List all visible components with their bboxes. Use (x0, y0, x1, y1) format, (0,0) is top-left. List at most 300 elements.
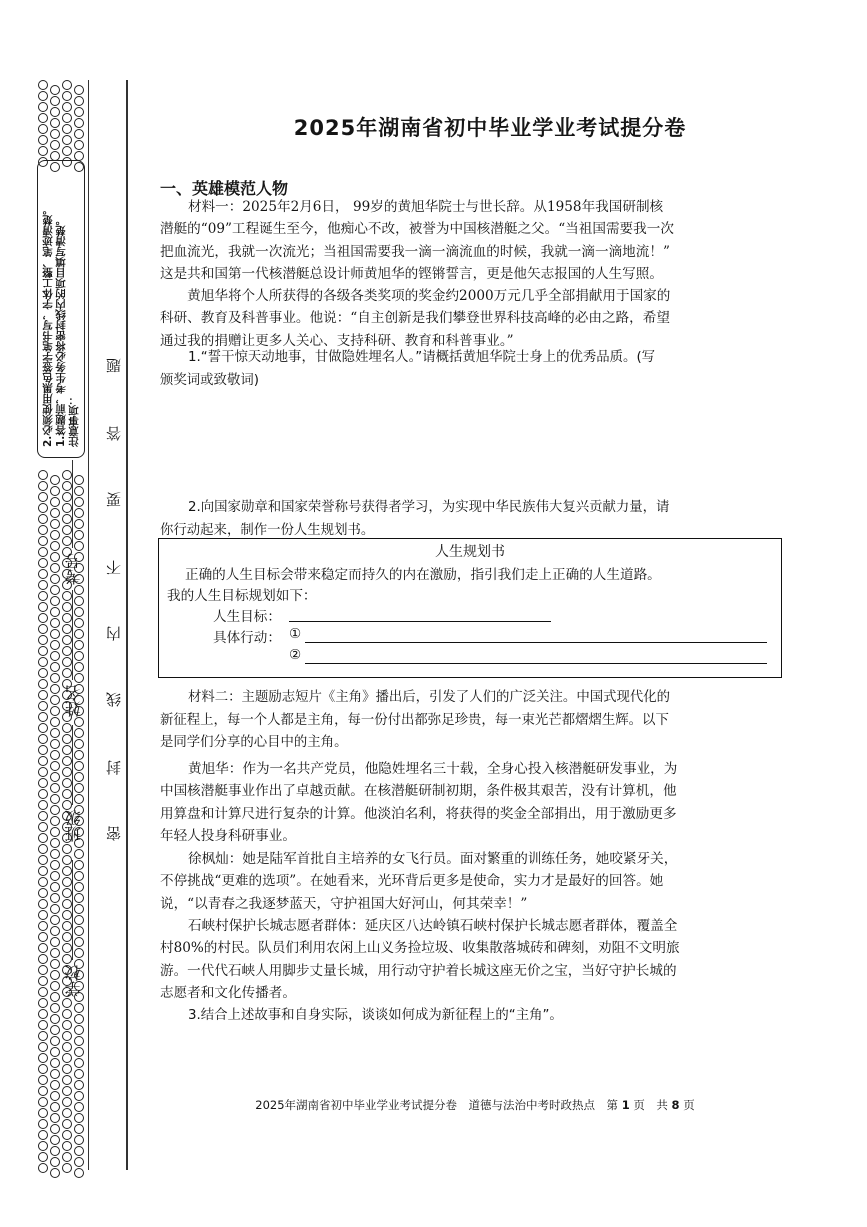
binding-ring (38, 910, 48, 920)
binding-ring (74, 882, 84, 892)
binding-ring (50, 1113, 60, 1123)
binding-ring (38, 800, 48, 810)
story-xu-line-2: 不停挑战“更难的选项”。在她看来，光环背后更多是使命，实力才是最好的回答。她 (160, 873, 664, 890)
binding-ring (50, 761, 60, 771)
binding-ring (74, 497, 84, 507)
binding-ring (50, 140, 60, 150)
binding-ring (50, 519, 60, 529)
binding-ring (38, 943, 48, 953)
binding-ring (50, 497, 60, 507)
binding-ring (62, 910, 72, 920)
binding-ring (38, 1141, 48, 1151)
binding-ring (38, 723, 48, 733)
binding-ring (74, 915, 84, 925)
binding-ring (38, 877, 48, 887)
binding-ring (38, 822, 48, 832)
binding-ring (74, 585, 84, 595)
binding-ring (38, 1097, 48, 1107)
binding-ring (74, 1113, 84, 1123)
binding-ring (74, 651, 84, 661)
binding-ring (74, 1025, 84, 1035)
binding-ring (62, 591, 72, 601)
binding-ring (50, 585, 60, 595)
binding-ring (50, 717, 60, 727)
binding-ring (50, 695, 60, 705)
footer-mid: 页 共 (633, 1098, 668, 1112)
binding-ring (74, 519, 84, 529)
binding-ring (74, 728, 84, 738)
binding-ring (74, 1014, 84, 1024)
binding-ring (38, 102, 48, 112)
binding-ring (62, 998, 72, 1008)
binding-ring (50, 926, 60, 936)
binding-ring (74, 783, 84, 793)
binding-ring (74, 849, 84, 859)
seal-char-mi: 密 (105, 826, 123, 841)
binding-ring (62, 756, 72, 766)
binding-ring (74, 761, 84, 771)
material1-line-6: 科研、教育及科普事业。他说：“自主创新是我们攀登世界科技高峰的必由之路，希望 (160, 310, 670, 327)
binding-ring (62, 481, 72, 491)
binding-ring (50, 948, 60, 958)
binding-ring (62, 91, 72, 101)
material1-line-7: 通过我的捐赠让更多人关心、支持科研、教育和科普事业。” (160, 332, 514, 349)
binding-ring (62, 602, 72, 612)
material1-line-4: 这是共和国第一代核潜艇总设计师黄旭华的铿锵誓言，更是他矢志报国的人生写照。 (160, 265, 663, 282)
binding-ring (38, 602, 48, 612)
binding-ring (50, 118, 60, 128)
binding-ring (38, 679, 48, 689)
seal-char-nei: 内 (105, 626, 123, 641)
question-2 (160, 496, 778, 542)
binding-line-right (126, 80, 128, 1170)
binding-ring (62, 789, 72, 799)
field-school-label: 学校 (64, 965, 83, 997)
binding-ring (62, 1119, 72, 1129)
binding-ring (50, 728, 60, 738)
binding-ring (38, 1064, 48, 1074)
binding-ring (62, 1141, 72, 1151)
life-plan-intro: 正确的人生目标会带来稳定而持久的内在激励，指引我们走上正确的人生道路。 (185, 567, 661, 583)
binding-ring (50, 640, 60, 650)
binding-ring (38, 481, 48, 491)
life-plan-lead: 我的人生目标规划如下： (167, 588, 317, 604)
binding-ring (74, 1091, 84, 1101)
binding-ring (38, 525, 48, 535)
binding-ring (50, 1135, 60, 1145)
binding-ring (62, 646, 72, 656)
binding-ring (50, 107, 60, 117)
binding-ring (62, 668, 72, 678)
binding-ring (74, 1047, 84, 1057)
material2-line-3: 是同学们分享的心目中的主角。 (160, 735, 348, 750)
binding-ring (62, 888, 72, 898)
binding-ring (50, 1157, 60, 1167)
binding-ring (50, 618, 60, 628)
binding-ring (62, 943, 72, 953)
binding-ring (50, 129, 60, 139)
binding-ring (38, 657, 48, 667)
binding-ring (74, 871, 84, 881)
binding-ring (38, 701, 48, 711)
binding-ring (62, 1053, 72, 1063)
binding-ring (74, 662, 84, 672)
binding-ring (38, 1053, 48, 1063)
binding-ring (62, 624, 72, 634)
binding-ring (38, 569, 48, 579)
binding-ring (62, 1097, 72, 1107)
binding-ring (38, 1009, 48, 1019)
footer-end: 页 (683, 1098, 695, 1112)
binding-ring (74, 673, 84, 683)
binding-ring (38, 1119, 48, 1129)
binding-ring (50, 1058, 60, 1068)
binding-ring (38, 1086, 48, 1096)
binding-ring (50, 596, 60, 606)
story-shixia-line-1: 石峡村保护长城志愿者群体：延庆区八达岭镇石峡村保护长城志愿者群体，覆盖全 (188, 918, 678, 934)
binding-ring (74, 794, 84, 804)
material1-line-2: 潜艇的“09”工程诞生至今，他痴心不改，被誉为中国核潜艇之父。“当祖国需要我一次 (160, 221, 674, 238)
binding-ring (38, 492, 48, 502)
notice-title: 注意事项： (68, 394, 80, 447)
binding-ring (74, 772, 84, 782)
binding-ring (74, 893, 84, 903)
binding-ring (74, 118, 84, 128)
binding-ring (74, 1157, 84, 1167)
binding-ring (62, 954, 72, 964)
binding-ring (38, 844, 48, 854)
binding-ring (50, 970, 60, 980)
binding-ring (38, 932, 48, 942)
binding-ring (74, 750, 84, 760)
binding-ring (38, 80, 48, 90)
notice-line2: 2.必须使用黑色签字笔书写，字体工整、笔迹清楚。 (42, 204, 54, 447)
binding-ring (50, 684, 60, 694)
binding-ring (50, 1091, 60, 1101)
binding-ring (38, 146, 48, 156)
binding-ring (38, 866, 48, 876)
binding-ring (74, 629, 84, 639)
binding-ring (50, 981, 60, 991)
binding-ring (50, 673, 60, 683)
story-shixia-line-2: 村80%的村民。队员们利用农闲上山义务捡垃圾、收集散落城砖和碑刻，劝阻不文明旅 (160, 940, 680, 957)
binding-ring (38, 855, 48, 865)
story-shixia-line-3: 游。一代代石峡人用脚步丈量长城，用行动守护着长城这座无价之宝，当好守护长城的 (160, 962, 677, 979)
binding-ring (38, 635, 48, 645)
binding-ring (38, 756, 48, 766)
seal-char-bu: 不 (105, 560, 123, 575)
story-huang-line-4: 年轻人投身科研事业。 (160, 827, 296, 844)
life-plan-goal-line[interactable] (289, 621, 551, 622)
binding-ring (62, 932, 72, 942)
binding-ring (74, 926, 84, 936)
binding-ring (38, 1108, 48, 1118)
binding-ring (50, 552, 60, 562)
material2-line-1: 材料二：主题励志短片《主角》播出后，引发了人们的广泛关注。中国式现代化的 (188, 690, 671, 705)
binding-ring (62, 866, 72, 876)
footer-text: 2025年湖南省初中毕业学业考试提分卷 道德与法治中考时政热点 第 (255, 1098, 619, 1112)
binding-ring (62, 124, 72, 134)
question-2-line-2: 你行动起来，制作一份人生规划书。 (160, 523, 375, 538)
binding-ring (38, 591, 48, 601)
binding-ring (74, 640, 84, 650)
story-huang-line-2: 中国核潜艇事业作出了卓越贡献。在核潜艇研制初期，条件极其艰苦，没有计算机，他 (160, 783, 677, 800)
binding-ring (74, 1069, 84, 1079)
seal-char-da: 答 (105, 426, 123, 441)
binding-ring (74, 530, 84, 540)
binding-ring (38, 646, 48, 656)
story-huang (160, 758, 778, 847)
field-school-line (72, 860, 73, 960)
binding-ring (50, 827, 60, 837)
binding-ring (62, 734, 72, 744)
binding-ring (38, 1130, 48, 1140)
binding-ring (38, 690, 48, 700)
material1-line-3: 把血流光，我就一次流光；当祖国需要我一滴一滴流血的时候，我就一滴一滴地流！” (160, 243, 670, 260)
binding-ring (38, 745, 48, 755)
binding-ring (74, 904, 84, 914)
binding-ring (50, 85, 60, 95)
binding-ring (74, 1003, 84, 1013)
story-xu-line-1: 徐枫灿：她是陆军首批自主培养的女飞行员。面对繁重的训练任务，她咬紧牙关， (188, 851, 678, 867)
binding-ring (62, 1042, 72, 1052)
binding-ring (50, 805, 60, 815)
binding-ring (62, 635, 72, 645)
binding-ring (74, 717, 84, 727)
binding-ring (50, 1080, 60, 1090)
binding-ring (50, 475, 60, 485)
binding-ring (50, 882, 60, 892)
binding-ring (62, 113, 72, 123)
field-number-label: 考号 (64, 553, 83, 585)
binding-ring (38, 624, 48, 634)
binding-ring (62, 536, 72, 546)
life-plan-action-label: 具体行动： (213, 630, 281, 646)
question-3-line: 3.结合上述故事和自身实际，谈谈如何成为新征程上的“主角”。 (188, 1008, 563, 1023)
binding-ring (50, 937, 60, 947)
binding-ring (38, 998, 48, 1008)
material1-line-1: 材料一：2025年2月6日， 99岁的黄旭华院士与世长辞。从1958年我国研制核 (188, 199, 664, 215)
binding-ring (50, 96, 60, 106)
binding-ring (50, 816, 60, 826)
binding-ring (74, 85, 84, 95)
binding-ring (38, 470, 48, 480)
binding-ring (50, 629, 60, 639)
binding-ring (74, 596, 84, 606)
binding-ring (50, 662, 60, 672)
binding-ring (74, 140, 84, 150)
material2-block (160, 687, 778, 755)
binding-ring (38, 1075, 48, 1085)
material1-line-5: 黄旭华将个人所获得的各级各类奖项的奖金约2000万元几乎全部捐献用于国家的 (160, 288, 671, 305)
binding-ring (38, 536, 48, 546)
binding-ring (50, 541, 60, 551)
binding-ring (50, 1036, 60, 1046)
binding-ring (62, 525, 72, 535)
binding-ring (62, 921, 72, 931)
binding-ring (74, 107, 84, 117)
binding-ring (38, 547, 48, 557)
story-xu (160, 848, 778, 915)
binding-ring (50, 904, 60, 914)
binding-ring (38, 965, 48, 975)
binding-ring (50, 959, 60, 969)
binding-line-left (88, 80, 89, 1170)
binding-ring (38, 734, 48, 744)
binding-ring (62, 492, 72, 502)
binding-ring (38, 613, 48, 623)
binding-ring (62, 1086, 72, 1096)
binding-ring (62, 80, 72, 90)
binding-ring (50, 1124, 60, 1134)
binding-ring (38, 712, 48, 722)
page-footer (160, 1097, 790, 1113)
binding-ring (50, 750, 60, 760)
binding-ring (38, 668, 48, 678)
binding-ring (62, 877, 72, 887)
binding-ring (50, 1003, 60, 1013)
binding-ring (50, 651, 60, 661)
binding-ring (50, 893, 60, 903)
binding-ring (62, 1130, 72, 1140)
binding-ring (62, 514, 72, 524)
binding-ring (62, 146, 72, 156)
binding-ring (38, 976, 48, 986)
binding-ring (74, 486, 84, 496)
binding-ring (62, 613, 72, 623)
field-class-label: 班级 (64, 810, 83, 842)
binding-ring (38, 888, 48, 898)
binding-ring (62, 1020, 72, 1030)
page-title: 2025年湖南省初中毕业学业考试提分卷 (293, 116, 687, 140)
notice-line1: 1.答题前，考生务必将密封线内的项目填写清楚。 (55, 215, 67, 447)
binding-ring (74, 739, 84, 749)
footer-page-number: 1 (621, 1098, 630, 1112)
binding-ring (38, 580, 48, 590)
binding-ring (50, 783, 60, 793)
binding-ring (50, 1014, 60, 1024)
binding-ring (62, 102, 72, 112)
question-1 (160, 346, 778, 392)
binding-ring (74, 508, 84, 518)
binding-ring (50, 574, 60, 584)
life-plan-action2-marker: ② (289, 647, 302, 663)
binding-ring (50, 1047, 60, 1057)
binding-ring (38, 789, 48, 799)
story-huang-line-3: 用算盘和计算尺进行复杂的计算。他淡泊名利，将获得的奖金全部捐出，用于激励更多 (160, 805, 677, 822)
binding-ring (62, 1064, 72, 1074)
binding-ring (50, 794, 60, 804)
binding-ring (38, 91, 48, 101)
binding-ring (50, 772, 60, 782)
story-shixia (160, 915, 778, 1004)
binding-ring (38, 921, 48, 931)
binding-ring (74, 1135, 84, 1145)
field-name-label: 姓名 (64, 685, 83, 717)
binding-ring (50, 1069, 60, 1079)
binding-ring (74, 1058, 84, 1068)
field-number-line (72, 460, 73, 548)
binding-ring (62, 1075, 72, 1085)
binding-ring (50, 530, 60, 540)
binding-ring (74, 1080, 84, 1090)
binding-ring (74, 1124, 84, 1134)
binding-ring (62, 1152, 72, 1162)
binding-ring (62, 657, 72, 667)
binding-ring (74, 937, 84, 947)
binding-ring (62, 778, 72, 788)
binding-ring (38, 811, 48, 821)
binding-ring (50, 486, 60, 496)
material2-line-2: 新征程上，每一个人都是主角，每一份付出都弥足珍贵，每一束光芒都熠熠生辉。以下 (160, 712, 669, 728)
life-plan-action1-line[interactable] (305, 642, 767, 643)
binding-ring (50, 871, 60, 881)
binding-ring (74, 541, 84, 551)
material1-block (160, 196, 778, 352)
binding-ring (62, 135, 72, 145)
binding-ring (38, 113, 48, 123)
binding-ring (38, 503, 48, 513)
binding-ring (50, 915, 60, 925)
binding-ring (50, 849, 60, 859)
binding-ring (50, 992, 60, 1002)
life-plan-action2-line[interactable] (305, 663, 767, 664)
binding-ring (74, 1036, 84, 1046)
binding-ring (62, 470, 72, 480)
binding-ring (38, 1152, 48, 1162)
binding-ring (50, 1025, 60, 1035)
story-huang-line-1: 黄旭华：作为一名共产党员，他隐姓埋名三十载，全身心投入核潜艇研发事业，为 (188, 761, 678, 777)
binding-ring (74, 860, 84, 870)
life-plan-box (158, 538, 782, 678)
binding-ring (38, 1031, 48, 1041)
binding-ring (62, 1163, 72, 1173)
binding-ring (38, 124, 48, 134)
binding-ring (38, 833, 48, 843)
section-heading: 一、英雄模范人物 (160, 179, 289, 198)
binding-ring (62, 855, 72, 865)
question-2-line-1: 2.向国家勋章和国家荣誉称号获得者学习，为实现中华民族伟大复兴贡献力量，请 (188, 500, 670, 515)
binding-ring (38, 135, 48, 145)
binding-ring (74, 1102, 84, 1112)
binding-ring (38, 987, 48, 997)
binding-ring (38, 514, 48, 524)
footer-total-pages: 8 (671, 1098, 680, 1112)
binding-ring (50, 1168, 60, 1178)
binding-ring (38, 899, 48, 909)
question-1-line-2: 颁奖词或致敬词) (160, 373, 259, 388)
story-xu-line-3: 说，“以青春之我逐梦蓝天，守护祖国大好河山，何其荣幸！” (160, 895, 528, 912)
seal-char-ti: 题 (105, 358, 123, 373)
life-plan-goal-label: 人生目标： (213, 609, 281, 625)
binding-ring (62, 844, 72, 854)
binding-ring (50, 739, 60, 749)
binding-ring (62, 800, 72, 810)
field-class-line (72, 725, 73, 805)
field-name-line (72, 590, 73, 680)
binding-ring (74, 1146, 84, 1156)
story-shixia-line-4: 志愿者和文化传播者。 (160, 984, 296, 1001)
binding-ring (50, 563, 60, 573)
binding-ring (38, 778, 48, 788)
binding-ring (74, 607, 84, 617)
binding-ring (62, 745, 72, 755)
binding-ring (74, 129, 84, 139)
binding-ring (50, 508, 60, 518)
binding-ring (62, 723, 72, 733)
binding-ring (74, 618, 84, 628)
binding-ring (50, 706, 60, 716)
